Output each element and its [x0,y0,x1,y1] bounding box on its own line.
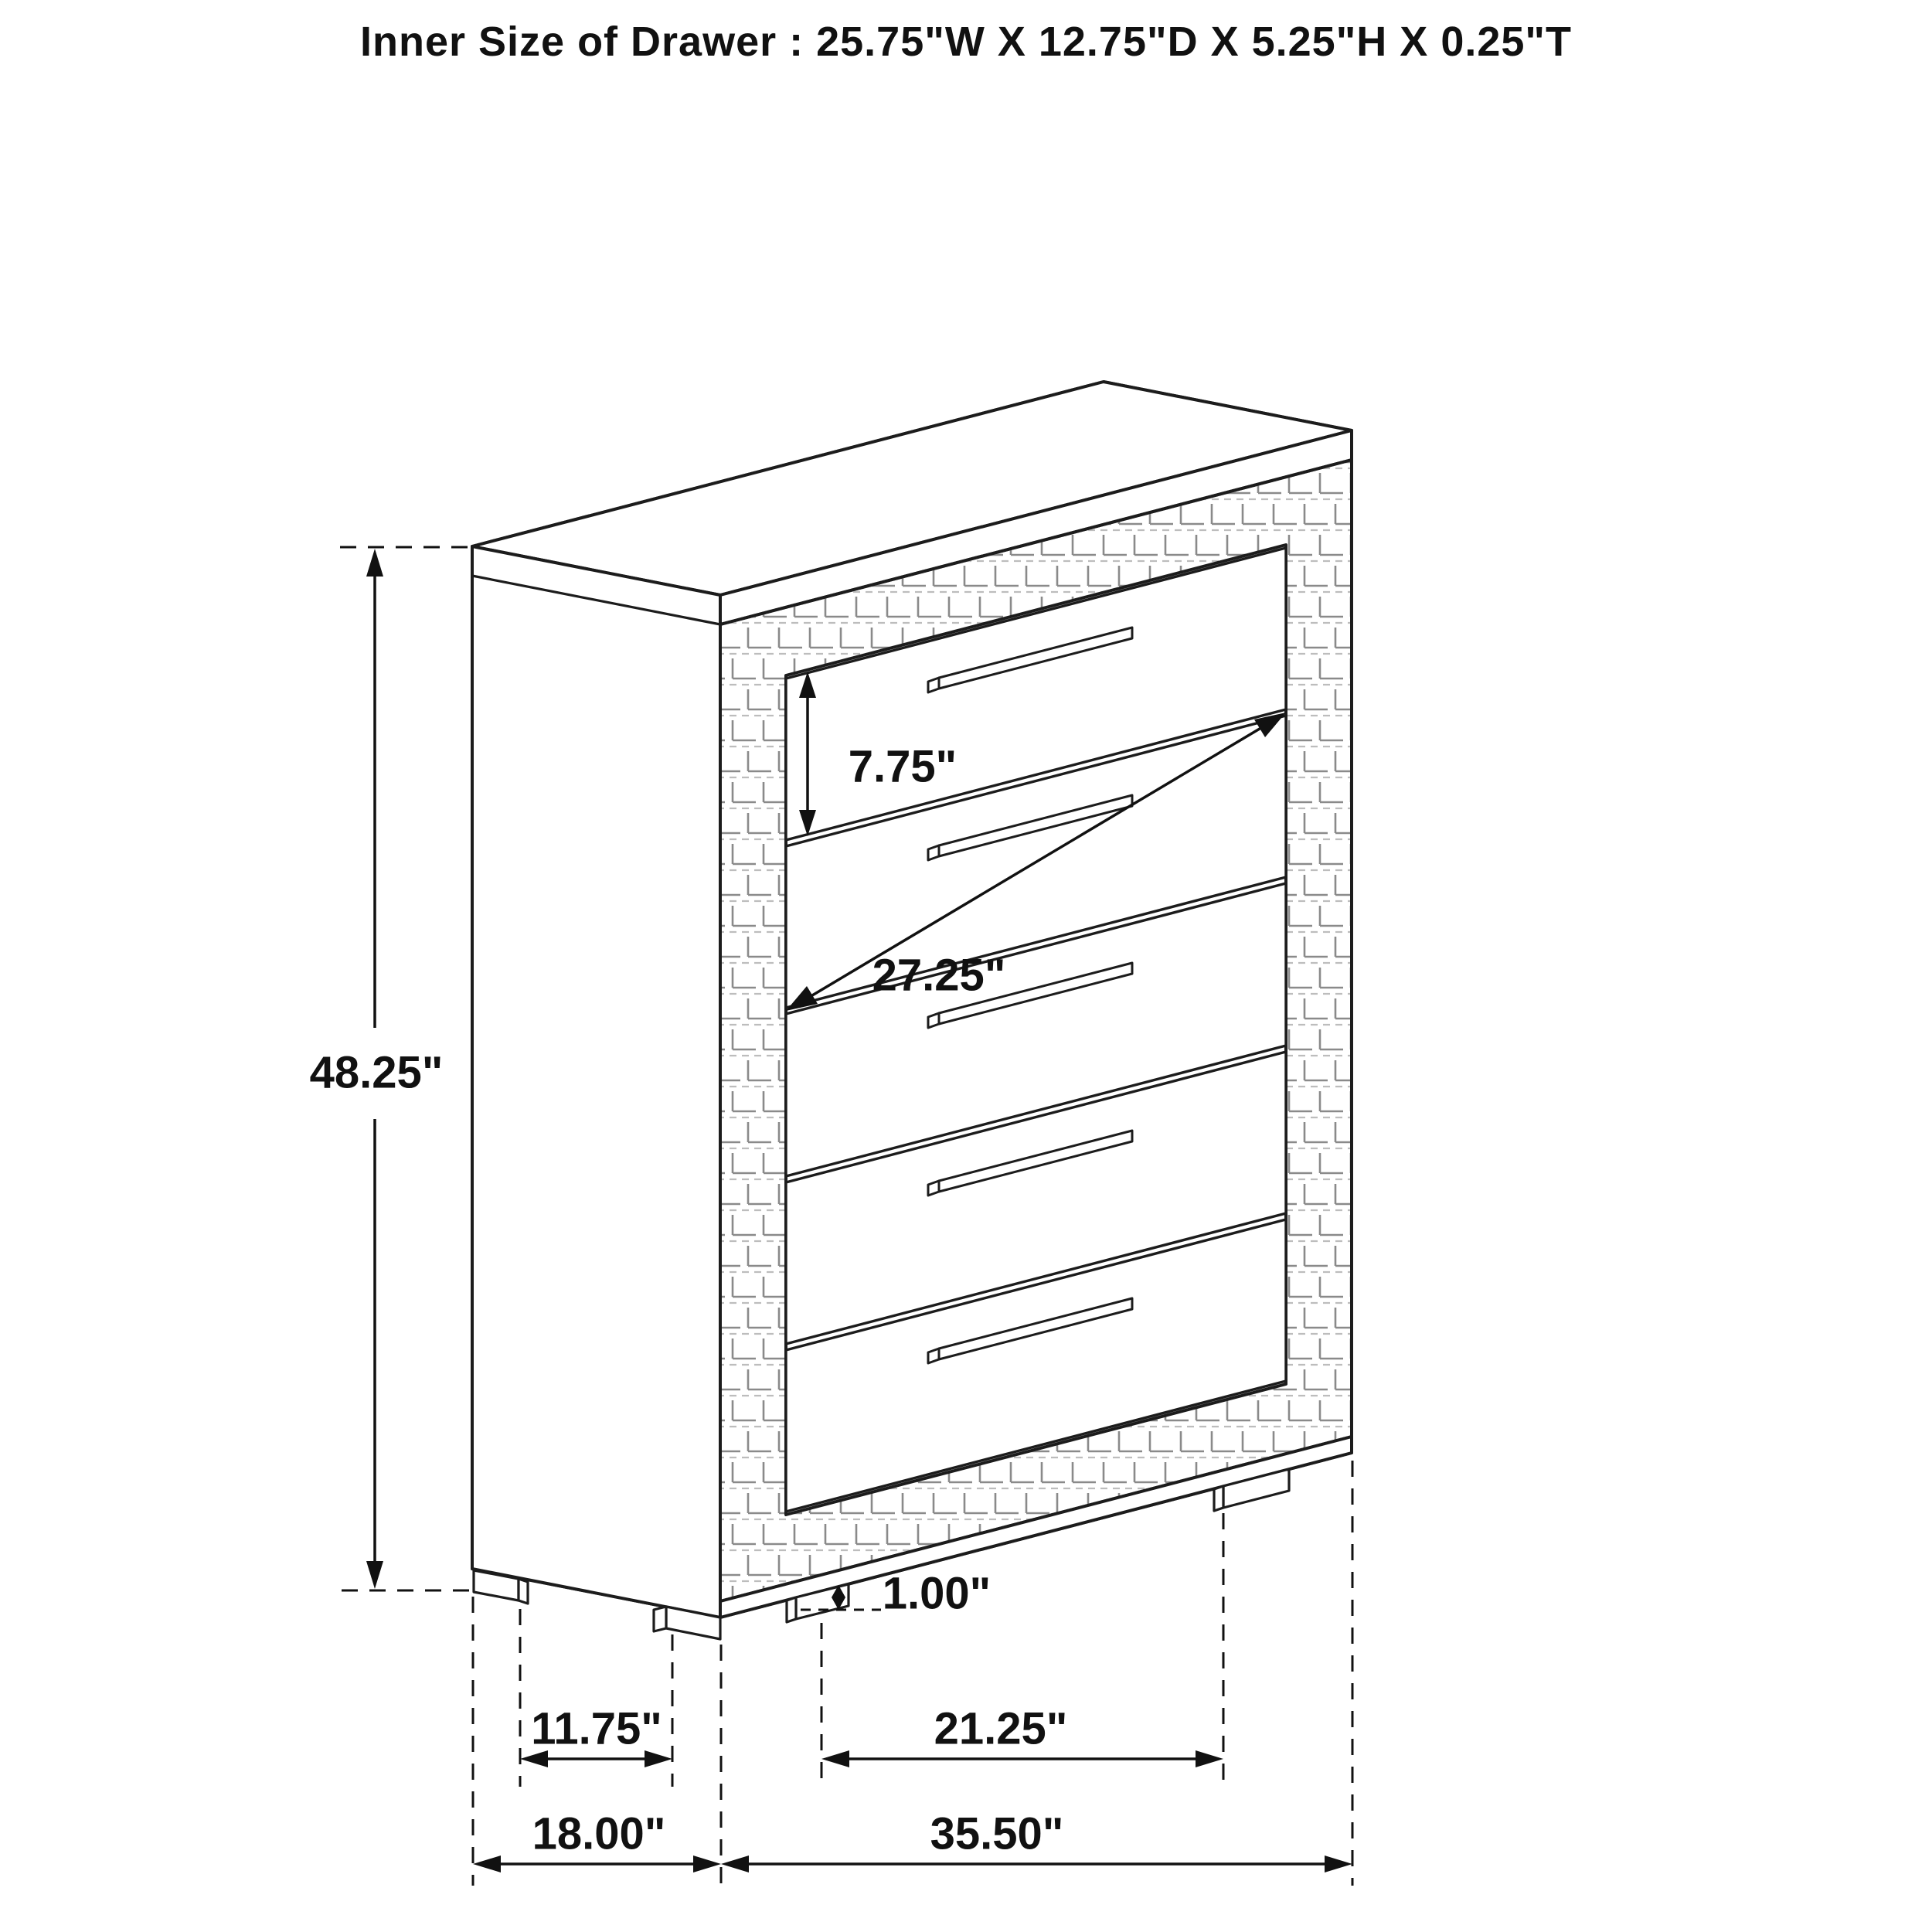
dim-overall-height [310,549,444,1589]
dim-foot-height-label: 1.00" [882,1568,992,1619]
diagram-title: Inner Size of Drawer : 25.75"W X 12.75"D X 5.25"H X 0.25"T [359,19,1573,65]
dim-front-feet-span [821,1704,1223,1768]
dim-overall-depth-label: 18.00" [532,1808,666,1859]
dim-overall-height-label: 48.25" [309,1047,444,1098]
dim-depth-feet-span [520,1704,672,1768]
dim-overall-width [721,1809,1352,1873]
dim-drawer-height-label: 7.75" [848,741,957,792]
dim-depth-feet-span-label: 11.75" [531,1703,662,1754]
side-panel [472,546,720,1617]
chest-drawing [472,382,1352,1639]
dim-overall-width-label: 35.50" [930,1808,1064,1859]
dim-drawer-width-label: 27.25" [872,950,1006,1001]
dim-front-feet-span-label: 21.25" [934,1703,1068,1754]
dim-overall-depth [473,1809,721,1873]
